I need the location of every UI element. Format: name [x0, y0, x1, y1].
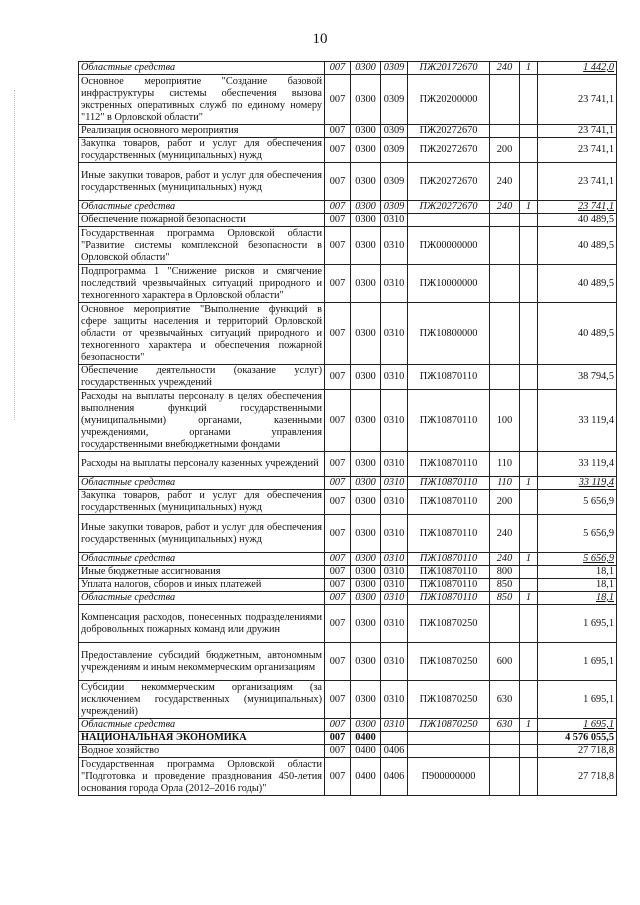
target-article-cell: ПЖ10870110 [408, 566, 490, 579]
amount-cell: 5 656,9 [538, 515, 617, 553]
expense-name-cell: Подпрограмма 1 "Снижение рисков и смягчение последствий чрезвычайных ситуаций природного и техногенного характера в Орловской области" [79, 265, 325, 303]
subsection-code-cell: 0310 [381, 643, 408, 681]
table-row [79, 138, 617, 163]
subsection-code-cell: 0310 [381, 490, 408, 515]
expense-name-cell: Областные средства [79, 592, 325, 605]
budget-table-body [79, 62, 617, 796]
table-row [79, 566, 617, 579]
section-code-cell: 0300 [351, 390, 381, 452]
department-code-cell: 007 [325, 390, 351, 452]
expense-type-cell [490, 265, 520, 303]
expense-name-cell: Иные бюджетные ассигнования [79, 566, 325, 579]
funding-source-cell: 1 [520, 201, 538, 214]
target-article-cell: ПЖ10870110 [408, 592, 490, 605]
expense-type-cell: 240 [490, 553, 520, 566]
amount-cell: 23 741,1 [538, 75, 617, 125]
target-article-cell: ПЖ10800000 [408, 303, 490, 365]
amount-cell: 33 119,4 [538, 390, 617, 452]
expense-name-cell: Областные средства [79, 201, 325, 214]
amount-cell: 18,1 [538, 579, 617, 592]
table-row [79, 515, 617, 553]
department-code-cell: 007 [325, 227, 351, 265]
scan-edge-marks [14, 90, 16, 420]
table-row [79, 758, 617, 796]
section-code-cell: 0300 [351, 477, 381, 490]
amount-cell: 5 656,9 [538, 553, 617, 566]
subsection-code-cell: 0310 [381, 227, 408, 265]
subsection-code-cell: 0310 [381, 605, 408, 643]
expense-name-cell: Областные средства [79, 62, 325, 75]
subsection-code-cell: 0310 [381, 515, 408, 553]
subsection-code-cell: 0310 [381, 553, 408, 566]
department-code-cell: 007 [325, 62, 351, 75]
subsection-code-cell: 0309 [381, 75, 408, 125]
department-code-cell: 007 [325, 605, 351, 643]
table-row [79, 227, 617, 265]
expense-type-cell: 200 [490, 138, 520, 163]
expense-type-cell [490, 75, 520, 125]
subsection-code-cell: 0310 [381, 265, 408, 303]
expense-type-cell: 850 [490, 592, 520, 605]
amount-cell: 40 489,5 [538, 303, 617, 365]
funding-source-cell [520, 390, 538, 452]
target-article-cell: ПЖ10870110 [408, 365, 490, 390]
table-row [79, 62, 617, 75]
section-code-cell: 0400 [351, 758, 381, 796]
table-row [79, 681, 617, 719]
target-article-cell: ПЖ10870110 [408, 452, 490, 477]
funding-source-cell: 1 [520, 62, 538, 75]
table-row [79, 390, 617, 452]
amount-cell: 18,1 [538, 592, 617, 605]
section-code-cell: 0300 [351, 719, 381, 732]
funding-source-cell [520, 490, 538, 515]
funding-source-cell [520, 605, 538, 643]
table-row [79, 365, 617, 390]
table-row [79, 163, 617, 201]
expense-type-cell: 110 [490, 477, 520, 490]
expense-name-cell: Субсидии некоммерческим организациям (за исключением государственных (муниципальных) учреждений) [79, 681, 325, 719]
department-code-cell: 007 [325, 125, 351, 138]
funding-source-cell [520, 643, 538, 681]
expense-type-cell: 100 [490, 390, 520, 452]
funding-source-cell [520, 732, 538, 745]
target-article-cell: ПЖ10870110 [408, 490, 490, 515]
expense-type-cell [490, 365, 520, 390]
expense-type-cell [490, 605, 520, 643]
funding-source-cell [520, 214, 538, 227]
section-code-cell: 0300 [351, 201, 381, 214]
funding-source-cell: 1 [520, 592, 538, 605]
department-code-cell: 007 [325, 265, 351, 303]
target-article-cell: ПЖ10870110 [408, 477, 490, 490]
department-code-cell: 007 [325, 214, 351, 227]
table-row [79, 643, 617, 681]
amount-cell: 5 656,9 [538, 490, 617, 515]
expense-type-cell: 200 [490, 490, 520, 515]
amount-cell: 1 695,1 [538, 643, 617, 681]
amount-cell: 40 489,5 [538, 265, 617, 303]
department-code-cell: 007 [325, 201, 351, 214]
subsection-code-cell: 0310 [381, 592, 408, 605]
department-code-cell: 007 [325, 566, 351, 579]
funding-source-cell [520, 227, 538, 265]
section-code-cell: 0300 [351, 138, 381, 163]
amount-cell: 33 119,4 [538, 452, 617, 477]
expense-type-cell [490, 758, 520, 796]
amount-cell: 1 442,0 [538, 62, 617, 75]
table-row [79, 75, 617, 125]
expense-type-cell [490, 732, 520, 745]
department-code-cell: 007 [325, 163, 351, 201]
section-code-cell: 0300 [351, 163, 381, 201]
amount-cell: 27 718,8 [538, 745, 617, 758]
expense-name-cell: Расходы на выплаты персоналу в целях обеспечения выполнения функций государственными (муниципальными) органами, казенными учреждениями, органами управления государственными внебюджетными фондами [79, 390, 325, 452]
expense-type-cell [490, 125, 520, 138]
funding-source-cell: 1 [520, 719, 538, 732]
funding-source-cell [520, 681, 538, 719]
expense-name-cell: Обеспечение деятельности (оказание услуг) государственных учреждений [79, 365, 325, 390]
expense-name-cell: Закупка товаров, работ и услуг для обеспечения государственных (муниципальных) нужд [79, 490, 325, 515]
funding-source-cell [520, 566, 538, 579]
expense-name-cell: Областные средства [79, 477, 325, 490]
target-article-cell: ПЖ10870110 [408, 553, 490, 566]
expense-name-cell: Обеспечение пожарной безопасности [79, 214, 325, 227]
table-row [79, 125, 617, 138]
table-row [79, 719, 617, 732]
page-number: 10 [312, 31, 328, 47]
subsection-code-cell: 0310 [381, 390, 408, 452]
expense-type-cell: 240 [490, 62, 520, 75]
expense-type-cell [490, 745, 520, 758]
target-article-cell: ПЖ20272670 [408, 138, 490, 163]
department-code-cell: 007 [325, 553, 351, 566]
table-row [79, 579, 617, 592]
funding-source-cell [520, 125, 538, 138]
expense-name-cell: Уплата налогов, сборов и иных платежей [79, 579, 325, 592]
table-row [79, 452, 617, 477]
section-code-cell: 0300 [351, 592, 381, 605]
department-code-cell: 007 [325, 477, 351, 490]
department-code-cell: 007 [325, 303, 351, 365]
expense-type-cell: 600 [490, 643, 520, 681]
section-code-cell: 0300 [351, 227, 381, 265]
table-row [79, 490, 617, 515]
expense-name-cell: Закупка товаров, работ и услуг для обеспечения государственных (муниципальных) нужд [79, 138, 325, 163]
department-code-cell: 007 [325, 758, 351, 796]
expense-name-cell: Основное мероприятие "Создание базовой инфраструктуры системы обеспечения вызова экстренных оперативных служб по единому номеру "112" в Орловской области" [79, 75, 325, 125]
target-article-cell: ПЖ20272670 [408, 163, 490, 201]
funding-source-cell [520, 758, 538, 796]
subsection-code-cell: 0309 [381, 201, 408, 214]
funding-source-cell [520, 138, 538, 163]
subsection-code-cell: 0309 [381, 62, 408, 75]
subsection-code-cell: 0310 [381, 681, 408, 719]
expense-name-cell: Иные закупки товаров, работ и услуг для обеспечения государственных (муниципальных) нужд [79, 163, 325, 201]
subsection-code-cell: 0310 [381, 566, 408, 579]
table-row [79, 477, 617, 490]
target-article-cell: ПЖ10870250 [408, 643, 490, 681]
department-code-cell: 007 [325, 681, 351, 719]
funding-source-cell [520, 579, 538, 592]
expense-type-cell [490, 227, 520, 265]
section-code-cell: 0400 [351, 745, 381, 758]
section-code-cell: 0300 [351, 265, 381, 303]
department-code-cell: 007 [325, 75, 351, 125]
expense-type-cell [490, 214, 520, 227]
section-code-cell: 0300 [351, 452, 381, 477]
target-article-cell: ПЖ10870250 [408, 681, 490, 719]
subsection-code-cell: 0309 [381, 163, 408, 201]
expense-type-cell: 630 [490, 681, 520, 719]
table-row [79, 214, 617, 227]
table-row [79, 745, 617, 758]
department-code-cell: 007 [325, 138, 351, 163]
department-code-cell: 007 [325, 515, 351, 553]
department-code-cell: 007 [325, 719, 351, 732]
subsection-code-cell: 0309 [381, 138, 408, 163]
section-code-cell: 0300 [351, 490, 381, 515]
target-article-cell [408, 745, 490, 758]
table-row [79, 553, 617, 566]
department-code-cell: 007 [325, 365, 351, 390]
table-row [79, 265, 617, 303]
target-article-cell: ПЖ10870110 [408, 515, 490, 553]
section-code-cell: 0300 [351, 515, 381, 553]
expense-type-cell: 110 [490, 452, 520, 477]
amount-cell: 27 718,8 [538, 758, 617, 796]
section-code-cell: 0300 [351, 681, 381, 719]
table-row [79, 732, 617, 745]
expense-type-cell: 630 [490, 719, 520, 732]
section-code-cell: 0300 [351, 125, 381, 138]
target-article-cell: ПЖ20272670 [408, 201, 490, 214]
funding-source-cell [520, 265, 538, 303]
section-code-cell: 0300 [351, 579, 381, 592]
expense-name-cell: Водное хозяйство [79, 745, 325, 758]
table-row [79, 201, 617, 214]
subsection-code-cell: 0310 [381, 579, 408, 592]
funding-source-cell [520, 163, 538, 201]
target-article-cell [408, 214, 490, 227]
section-code-cell: 0300 [351, 214, 381, 227]
target-article-cell: ПЖ10870110 [408, 390, 490, 452]
department-code-cell: 007 [325, 643, 351, 681]
expense-name-cell: НАЦИОНАЛЬНАЯ ЭКОНОМИКА [79, 732, 325, 745]
section-code-cell: 0300 [351, 365, 381, 390]
subsection-code-cell: 0406 [381, 745, 408, 758]
amount-cell: 1 695,1 [538, 605, 617, 643]
target-article-cell: ПЖ10870250 [408, 719, 490, 732]
target-article-cell: ПЖ10000000 [408, 265, 490, 303]
expense-name-cell: Государственная программа Орловской области "Подготовка и проведение празднования 450-летия основания города Орла (2012–2016 годы)" [79, 758, 325, 796]
subsection-code-cell [381, 732, 408, 745]
subsection-code-cell: 0310 [381, 452, 408, 477]
expense-name-cell: Реализация основного мероприятия [79, 125, 325, 138]
funding-source-cell [520, 515, 538, 553]
amount-cell: 38 794,5 [538, 365, 617, 390]
section-code-cell: 0300 [351, 62, 381, 75]
section-code-cell: 0300 [351, 303, 381, 365]
expense-name-cell: Расходы на выплаты персоналу казенных учреждений [79, 452, 325, 477]
section-code-cell: 0300 [351, 566, 381, 579]
section-code-cell: 0400 [351, 732, 381, 745]
table-row [79, 605, 617, 643]
table-row [79, 303, 617, 365]
funding-source-cell [520, 75, 538, 125]
expense-type-cell: 800 [490, 566, 520, 579]
expense-type-cell: 850 [490, 579, 520, 592]
expense-type-cell: 240 [490, 201, 520, 214]
expense-name-cell: Областные средства [79, 719, 325, 732]
expense-name-cell: Основное мероприятие "Выполнение функций в сфере защиты населения и территорий Орловской области от чрезвычайных ситуаций природного и техногенного характера и обеспечения пожарной безопасности" [79, 303, 325, 365]
section-code-cell: 0300 [351, 75, 381, 125]
expense-name-cell: Иные закупки товаров, работ и услуг для обеспечения государственных (муниципальных) нужд [79, 515, 325, 553]
target-article-cell: ПЖ20200000 [408, 75, 490, 125]
funding-source-cell [520, 745, 538, 758]
funding-source-cell [520, 365, 538, 390]
target-article-cell: ПЖ20172670 [408, 62, 490, 75]
target-article-cell: ПЖ10870250 [408, 605, 490, 643]
target-article-cell: П900000000 [408, 758, 490, 796]
amount-cell: 23 741,1 [538, 201, 617, 214]
amount-cell: 4 576 055,5 [538, 732, 617, 745]
subsection-code-cell: 0310 [381, 303, 408, 365]
expense-name-cell: Государственная программа Орловской области "Развитие системы комплексной безопасности в Орловской области" [79, 227, 325, 265]
amount-cell: 1 695,1 [538, 681, 617, 719]
department-code-cell: 007 [325, 732, 351, 745]
department-code-cell: 007 [325, 592, 351, 605]
amount-cell: 40 489,5 [538, 214, 617, 227]
subsection-code-cell: 0310 [381, 477, 408, 490]
section-code-cell: 0300 [351, 643, 381, 681]
section-code-cell: 0300 [351, 553, 381, 566]
subsection-code-cell: 0309 [381, 125, 408, 138]
funding-source-cell: 1 [520, 477, 538, 490]
expense-name-cell: Областные средства [79, 553, 325, 566]
expense-type-cell [490, 303, 520, 365]
subsection-code-cell: 0310 [381, 365, 408, 390]
target-article-cell: ПЖ10870110 [408, 579, 490, 592]
expense-type-cell: 240 [490, 163, 520, 201]
amount-cell: 23 741,1 [538, 125, 617, 138]
section-code-cell: 0300 [351, 605, 381, 643]
amount-cell: 23 741,1 [538, 163, 617, 201]
department-code-cell: 007 [325, 579, 351, 592]
amount-cell: 1 695,1 [538, 719, 617, 732]
amount-cell: 23 741,1 [538, 138, 617, 163]
target-article-cell [408, 732, 490, 745]
subsection-code-cell: 0310 [381, 214, 408, 227]
expense-type-cell: 240 [490, 515, 520, 553]
funding-source-cell [520, 452, 538, 477]
subsection-code-cell: 0406 [381, 758, 408, 796]
expense-name-cell: Компенсация расходов, понесенных подразделениями добровольных пожарных команд или дружин [79, 605, 325, 643]
amount-cell: 33 119,4 [538, 477, 617, 490]
subsection-code-cell: 0310 [381, 719, 408, 732]
department-code-cell: 007 [325, 745, 351, 758]
budget-table [78, 61, 617, 796]
department-code-cell: 007 [325, 490, 351, 515]
table-row [79, 592, 617, 605]
funding-source-cell: 1 [520, 553, 538, 566]
target-article-cell: ПЖ00000000 [408, 227, 490, 265]
expense-name-cell: Предоставление субсидий бюджетным, автономным учреждениям и иным некоммерческим организациям [79, 643, 325, 681]
amount-cell: 40 489,5 [538, 227, 617, 265]
department-code-cell: 007 [325, 452, 351, 477]
amount-cell: 18,1 [538, 566, 617, 579]
target-article-cell: ПЖ20272670 [408, 125, 490, 138]
funding-source-cell [520, 303, 538, 365]
